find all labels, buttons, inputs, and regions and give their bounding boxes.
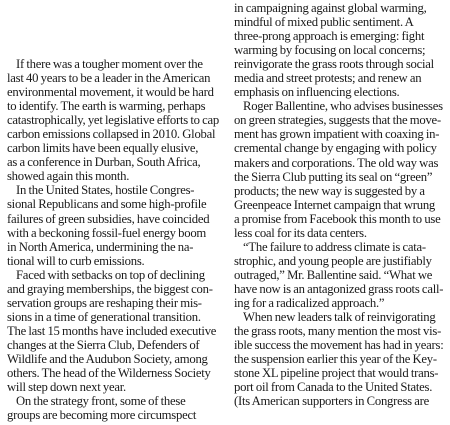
article-line: stone XL pipeline project that would trans- bbox=[234, 366, 439, 381]
article-line: sional Republicans and some high-profile bbox=[7, 197, 207, 212]
article-line: port oil from Canada to the United States. bbox=[234, 380, 433, 395]
article-line: a promise from Facebook this month to use bbox=[234, 211, 441, 226]
article-line: “The failure to address climate is cata- bbox=[243, 239, 426, 254]
article-line: carbon limits have been equally elusive, bbox=[7, 141, 199, 156]
article-line: ible success the movement has had in years: bbox=[234, 338, 444, 353]
article-line: last 40 years to be a leader in the American bbox=[7, 71, 211, 86]
article-line: in North America, undermining the na- bbox=[7, 239, 194, 254]
article-line: less coal for its data centers. bbox=[234, 225, 367, 240]
article-line: environmental movement, it would be hard bbox=[7, 85, 214, 100]
article-line: In the United States, hostile Congres- bbox=[16, 183, 195, 198]
article-line: Wildlife and the Audubon Society, among bbox=[7, 351, 208, 366]
article-line: as a conference in Durban, South Africa, bbox=[7, 155, 201, 170]
article-line: Greenpeace Internet campaign that wrung bbox=[234, 197, 436, 212]
article-line: strophic, and young people are justifiably bbox=[234, 253, 432, 268]
article-column-left bbox=[7, 0, 223, 422]
article-line: emphasis on influencing elections. bbox=[234, 85, 400, 100]
article-line: (Its American supporters in Congress are bbox=[234, 394, 430, 409]
article-line: groups are becoming more circumspect bbox=[7, 408, 197, 423]
article-line: cremental change by engaging with policy bbox=[234, 141, 437, 156]
article-line: If there was a tougher moment over the bbox=[16, 57, 203, 71]
article-line: Roger Ballentine, who advises businesses bbox=[243, 99, 443, 114]
article-line: Faced with setbacks on top of declining bbox=[16, 267, 205, 282]
article-line: ing for a radicalized approach.” bbox=[234, 295, 385, 310]
article-line: showed again this month. bbox=[7, 169, 130, 184]
article-line: changes at the Sierra Club, Defenders of bbox=[7, 337, 200, 352]
article-line: products; the new way is suggested by a bbox=[234, 183, 425, 198]
article-line: catastrophically, yet legislative efforts to cap bbox=[7, 113, 220, 128]
article-line: ment has grown impatient with coaxing in- bbox=[234, 127, 440, 142]
article-line: servation groups are reshaping their mis- bbox=[7, 295, 202, 310]
article-line: with a beckoning fossil-fuel energy boom bbox=[7, 225, 207, 240]
article-line: in campaigning against global warming, bbox=[234, 1, 427, 15]
article-line: makers and corporations. The old way was bbox=[234, 155, 439, 170]
article-line: to identify. The earth is warming, perhaps bbox=[7, 99, 206, 114]
article-line: three-prong approach is emerging: fight bbox=[234, 29, 425, 44]
article-line: carbon emissions collapsed in 2010. Global bbox=[7, 127, 216, 142]
article-line: outraged,” Mr. Ballentine said. “What we bbox=[234, 267, 433, 282]
article-line: mindful of mixed public sentiment. A bbox=[234, 15, 414, 30]
article-line: The last 15 months have included executive bbox=[7, 323, 217, 338]
article-line: On the strategy front, some of these bbox=[16, 394, 186, 409]
article-line: the Sierra Club putting its seal on “green” bbox=[234, 169, 433, 184]
article-line: When new leaders talk of reinvigorating bbox=[243, 310, 436, 325]
article-line: warming by focusing on local concerns; bbox=[234, 43, 426, 58]
article-line: sions in a time of generational transition. bbox=[7, 309, 201, 324]
article-line: the grass roots, many mention the most vis- bbox=[234, 324, 442, 339]
article-line: media and street protests; and renew an bbox=[234, 71, 422, 86]
article-line: tional will to curb emissions. bbox=[7, 253, 145, 268]
article-line: on green strategies, suggests that the move- bbox=[234, 113, 441, 128]
article-line: have now is an antagonized grass roots call- bbox=[234, 281, 444, 296]
article-line: failures of green subsidies, have coincided bbox=[7, 211, 210, 226]
article-line: will step down next year. bbox=[7, 380, 126, 395]
article-line: the suspension earlier this year of the Key- bbox=[234, 352, 437, 367]
article-line: and graying memberships, the biggest con- bbox=[7, 281, 213, 296]
article-line: reinvigorate the grass roots through social bbox=[234, 57, 434, 72]
article-line: others. The head of the Wilderness Society bbox=[7, 366, 211, 381]
article-column-right bbox=[234, 0, 447, 408]
